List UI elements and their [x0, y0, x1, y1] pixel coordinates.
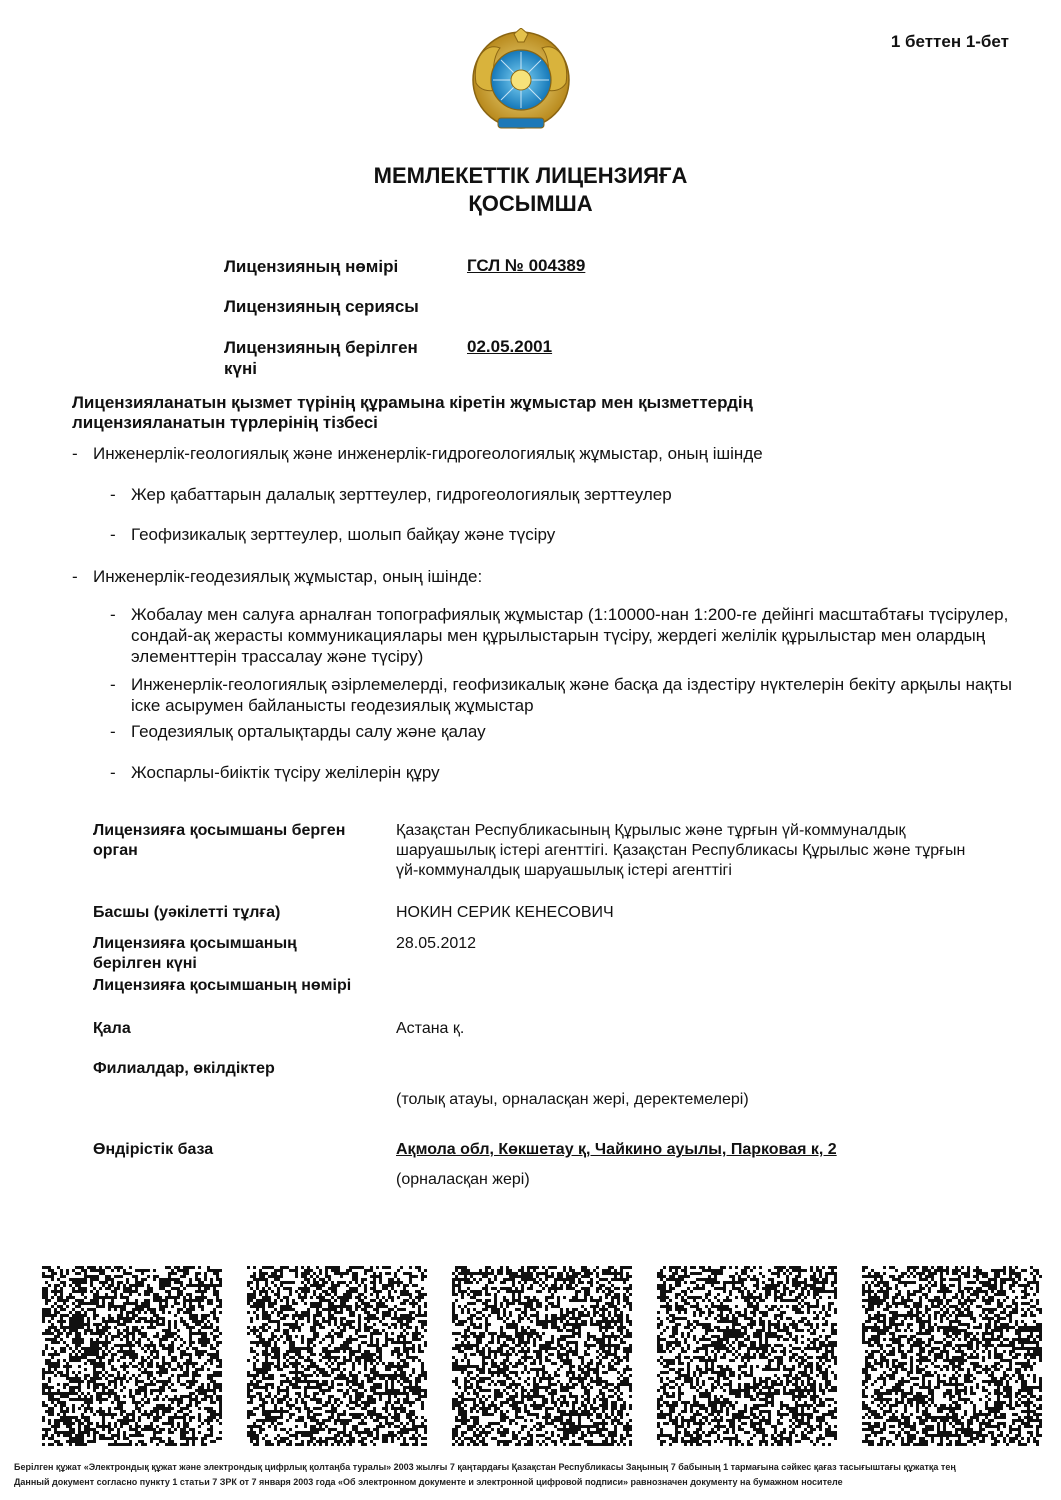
annex-date-label — [93, 934, 383, 974]
license-date-value: 02.05.2001 — [467, 337, 553, 356]
license-date-label — [224, 337, 418, 379]
city-value: Астана қ. — [396, 1020, 465, 1037]
issuer-label-line-2: орган — [93, 842, 138, 859]
list-item — [110, 604, 1020, 667]
license-number-label: Лицензияның нөмірі — [224, 257, 399, 276]
head-label: Басшы (уәкілетті тұлға) — [93, 904, 281, 921]
annex-date-label-line-1: Лицензияға қосымшаның — [93, 935, 297, 952]
list-item — [110, 484, 1020, 505]
works-heading-line-2: лицензияланатын түрлерінің тізбесі — [72, 413, 378, 432]
qr-code-icon — [862, 1266, 1042, 1446]
qr-modules — [657, 1266, 837, 1446]
work-group-title: Инженерлік-геодезиялық жұмыстар, оның ішінде: — [93, 567, 483, 586]
qr-code-icon — [42, 1266, 222, 1446]
list-dash: - — [110, 485, 116, 504]
state-emblem-icon — [466, 28, 576, 138]
list-dash: - — [110, 763, 116, 782]
production-base-label: Өндірістік база — [93, 1141, 214, 1158]
head-value: НОКИН СЕРИК КЕНЕСОВИЧ — [396, 904, 614, 921]
list-item-text: Геодезиялық орталықтарды салу және қалау — [131, 722, 486, 741]
list-item-text: Жобалау мен салуға арналған топографиялық жұмыстар (1:10000-нан 1:200-ге дейінгі масштабтағы түсірулер, сондай-ақ жерасты коммуникациялары мен құрылыстарын түсіру, жердегі желілік құрылыстар мен олардың элементтерін трассалау және түсіру) — [131, 605, 1009, 666]
license-date-label-line-2: күні — [224, 359, 257, 378]
work-group-2 — [72, 566, 1022, 587]
license-series-label: Лицензияның сериясы — [224, 297, 419, 316]
annex-date-label-line-2: берілген күні — [93, 955, 197, 972]
list-dash: - — [110, 722, 116, 741]
issuer-value: Қазақстан Республикасының Құрылыс және тұрғын үй-коммуналдық шаруашылық істері агенттігі. Қазақстан Республикасы Құрылыс және тұрғын үй-коммуналдық шаруашылық істері агенттігі — [396, 822, 966, 879]
production-base-value: Ақмола обл, Көкшетау қ, Чайкино ауылы, Парковая к, 2 — [396, 1141, 837, 1158]
qr-modules — [42, 1266, 222, 1446]
list-dash: - — [72, 567, 78, 586]
qr-modules — [452, 1266, 632, 1446]
document-title — [0, 162, 1061, 218]
list-item — [110, 762, 1020, 783]
qr-code-icon — [247, 1266, 427, 1446]
work-group-1 — [72, 443, 1022, 464]
list-dash: - — [72, 444, 78, 463]
issuer-label-line-1: Лицензияға қосымшаны берген — [93, 822, 346, 839]
branches-label: Филиалдар, өкілдіктер — [93, 1060, 275, 1077]
works-heading-line-1: Лицензияланатын қызмет түрінің құрамына кіретін жұмыстар мен қызметтердің — [72, 393, 753, 412]
city-label: Қала — [93, 1020, 131, 1037]
footer-note-ru: Данный документ согласно пункту 1 статьи 7 ЗРК от 7 января 2003 года «Об электронном документе и электронной цифровой подписи» равнозначен документу на бумажном носителе — [14, 1477, 843, 1487]
qr-modules — [862, 1266, 1042, 1446]
list-dash: - — [110, 605, 116, 624]
list-item-text: Жер қабаттарын далалық зерттеулер, гидрогеологиялық зерттеулер — [131, 485, 672, 504]
list-dash: - — [110, 525, 116, 544]
page-number: 1 беттен 1-бет — [890, 32, 1009, 51]
annex-number-label: Лицензияға қосымшаның нөмірі — [93, 977, 352, 994]
production-base-note: (орналасқан жері) — [396, 1171, 530, 1188]
list-item — [110, 524, 1020, 545]
title-line-2: ҚОСЫМША — [468, 191, 593, 216]
annex-date-value: 28.05.2012 — [396, 935, 477, 952]
license-date-label-line-1: Лицензияның берілген — [224, 338, 418, 357]
footer-note-kz: Берілген құжат «Электрондық құжат және электрондық цифрлық қолтаңба туралы» 2003 жылғы 7 қаңтардағы Қазақстан Республикасы Заңының 7 бабының 1 тармағына сәйкес қағаз тасығыштағы құжатқа тең — [14, 1462, 956, 1472]
work-group-title: Инженерлік-геологиялық және инженерлік-гидрогеологиялық жұмыстар, оның ішінде — [93, 444, 763, 463]
qr-code-icon — [657, 1266, 837, 1446]
title-line-1: МЕМЛЕКЕТТІК ЛИЦЕНЗИЯҒА — [373, 163, 688, 188]
license-number-value: ГСЛ № 004389 — [467, 256, 586, 275]
list-item — [110, 674, 1020, 716]
qr-modules — [247, 1266, 427, 1446]
works-heading — [72, 393, 972, 433]
branches-note: (толық атауы, орналасқан жері, деректемелері) — [396, 1091, 749, 1108]
list-dash: - — [110, 675, 116, 694]
list-item-text: Геофизикалық зерттеулер, шолып байқау және түсіру — [131, 525, 556, 544]
list-item-text: Инженерлік-геологиялық әзірлемелерді, геофизикалық және басқа да іздестіру нүктелерін бекіту арқылы нақты іске асырумен байланысты геодезиялық жұмыстар — [131, 675, 1012, 715]
issuer-label — [93, 821, 383, 861]
qr-code-icon — [452, 1266, 632, 1446]
list-item-text: Жоспарлы-биіктік түсіру желілерін құру — [131, 763, 440, 782]
list-item — [110, 721, 1020, 742]
